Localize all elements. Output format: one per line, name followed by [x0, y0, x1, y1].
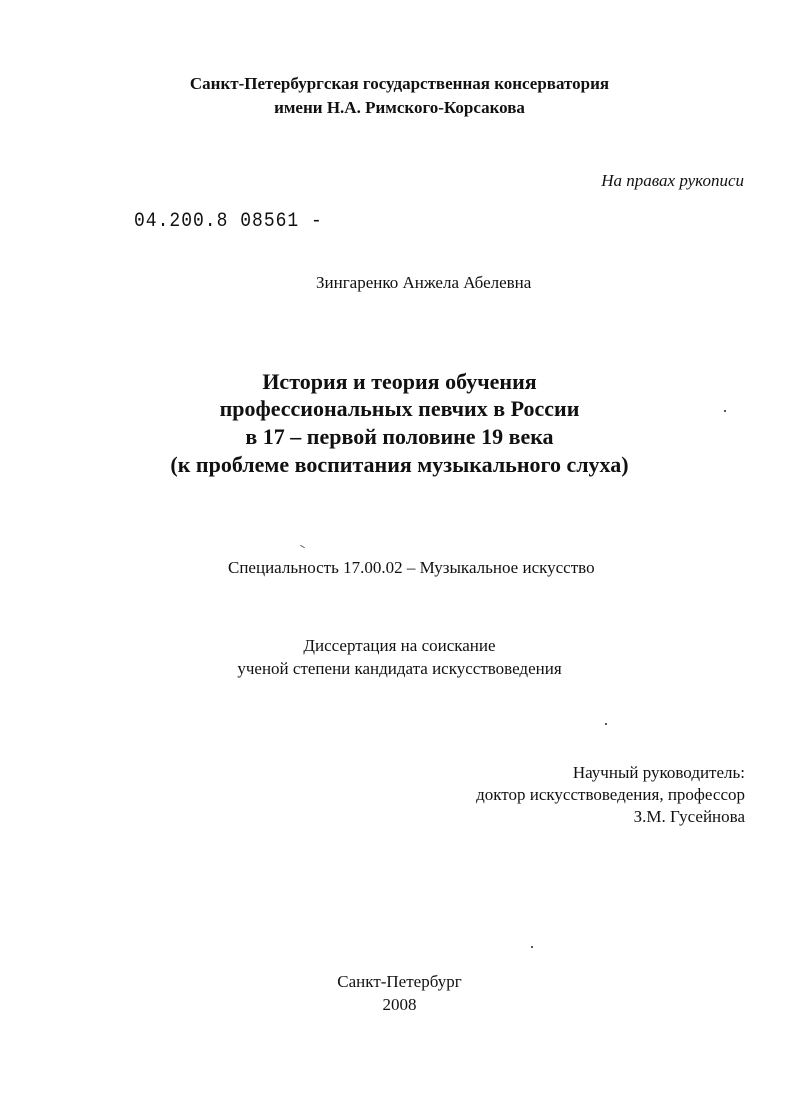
scan-speck [531, 946, 533, 948]
place: Санкт-Петербург [337, 972, 462, 991]
institution-line-2: имени Н.А. Римского-Корсакова [274, 98, 525, 117]
dash-mark-icon: - [311, 210, 323, 233]
dissertation-line-2: ученой степени кандидата искусствоведения [237, 659, 562, 678]
advisor-degree: доктор искусствоведения, профессор [476, 785, 745, 804]
dissertation-line-1: Диссертация на соискание [303, 636, 496, 655]
rights-note: На правах рукописи [601, 171, 744, 190]
catalog-code-stamp [134, 210, 323, 233]
scan-speck [605, 723, 607, 725]
year: 2008 [382, 995, 417, 1014]
scan-speck [724, 410, 726, 412]
scan-speck [300, 545, 305, 548]
title-line-1: История и теория обучения [262, 369, 537, 394]
specialty: Специальность 17.00.02 – Музыкальное искусство [228, 558, 595, 577]
title-line-4: (к проблеме воспитания музыкального слуха) [170, 452, 629, 477]
advisor-name: З.М. Гусейнова [633, 807, 745, 826]
author-name: Зингаренко Анжела Абелевна [316, 273, 532, 292]
catalog-code: 04.200.8 08561 [134, 210, 300, 233]
title-line-3: в 17 – первой половине 19 века [245, 424, 554, 449]
title-line-2: профессиональных певчих в России [219, 396, 580, 421]
advisor-label: Научный руководитель: [572, 763, 745, 782]
institution-line-1: Санкт-Петербургская государственная консерватория [189, 74, 610, 93]
